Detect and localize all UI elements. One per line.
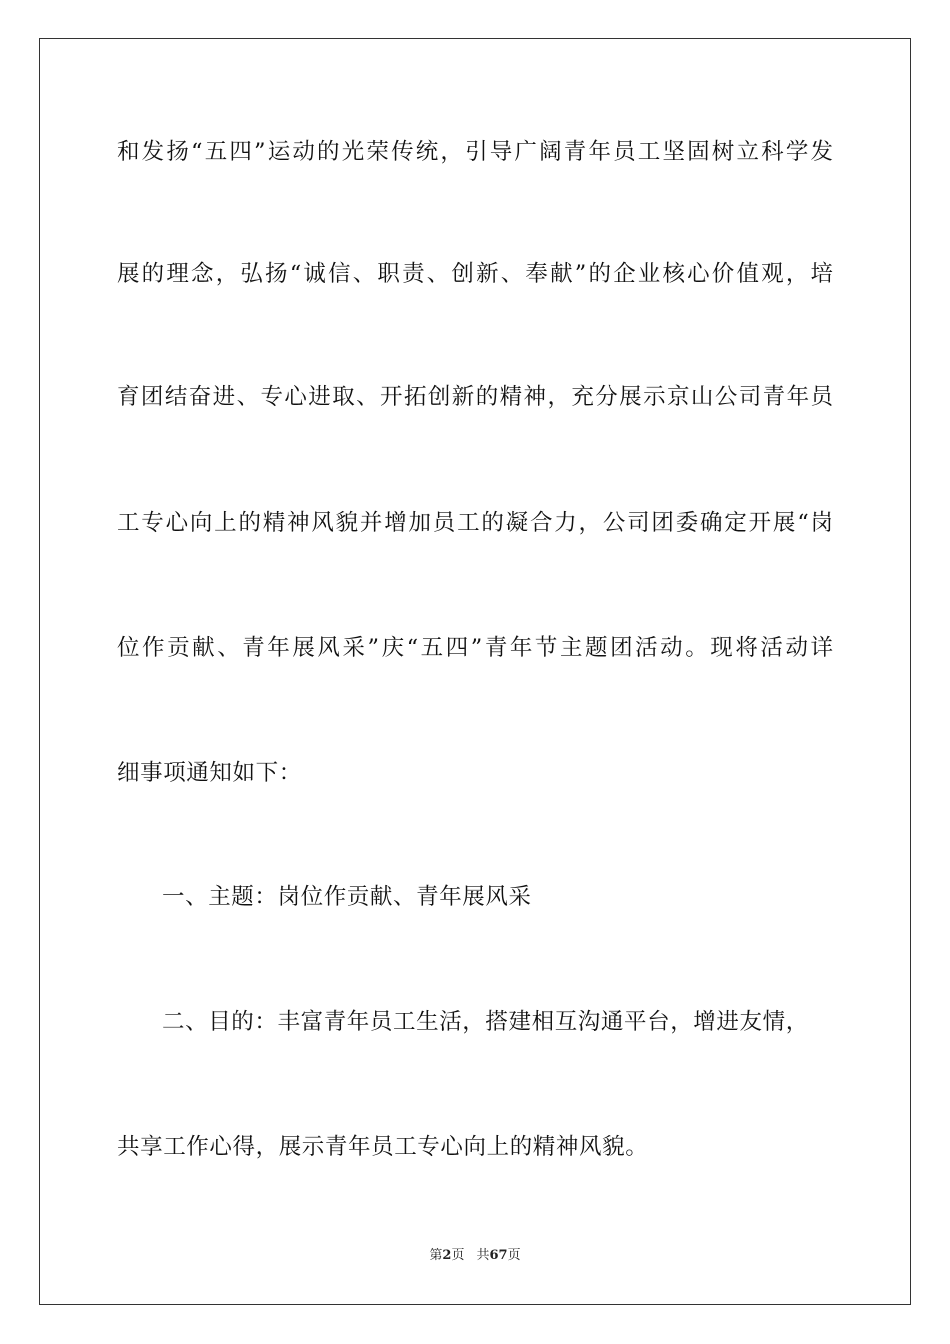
section-two-line-2: 共享工作心得，展示青年员工专心向上的精神风貌。 (117, 1134, 649, 1160)
footer-prefix: 第 (429, 1248, 443, 1263)
body-line-3: 育团结奋进、专心进取、开拓创新的精神，充分展示京山公司青年员 (117, 384, 833, 410)
section-two-line-1: 二、目的：丰富青年员工生活，搭建相互沟通平台，增进友情， (162, 1009, 809, 1035)
body-line-4: 工专心向上的精神风貌并增加员工的凝合力，公司团委确定开展“岗 (117, 510, 833, 536)
section-one-heading: 一、主题：岗位作贡献、青年展风采 (162, 884, 532, 910)
body-line-2: 展的理念，弘扬“诚信、职责、创新、奉献”的企业核心价值观，培 (117, 261, 833, 287)
body-line-6: 细事项通知如下： (117, 760, 302, 786)
footer-total-prefix: 共 (476, 1248, 490, 1263)
page-footer (0, 1248, 950, 1264)
body-line-5: 位作贡献、青年展风采”庆“五四”青年节主题团活动。现将活动详 (117, 635, 833, 661)
page-border (39, 38, 911, 1305)
body-line-1: 和发扬“五四”运动的光荣传统，引导广阔青年员工坚固树立科学发 (117, 139, 833, 165)
footer-total-suffix: 页 (507, 1248, 521, 1263)
footer-total-pages: 67 (489, 1248, 508, 1263)
footer-page-number: 2 (442, 1248, 452, 1263)
footer-page-suffix: 页 (451, 1248, 465, 1263)
